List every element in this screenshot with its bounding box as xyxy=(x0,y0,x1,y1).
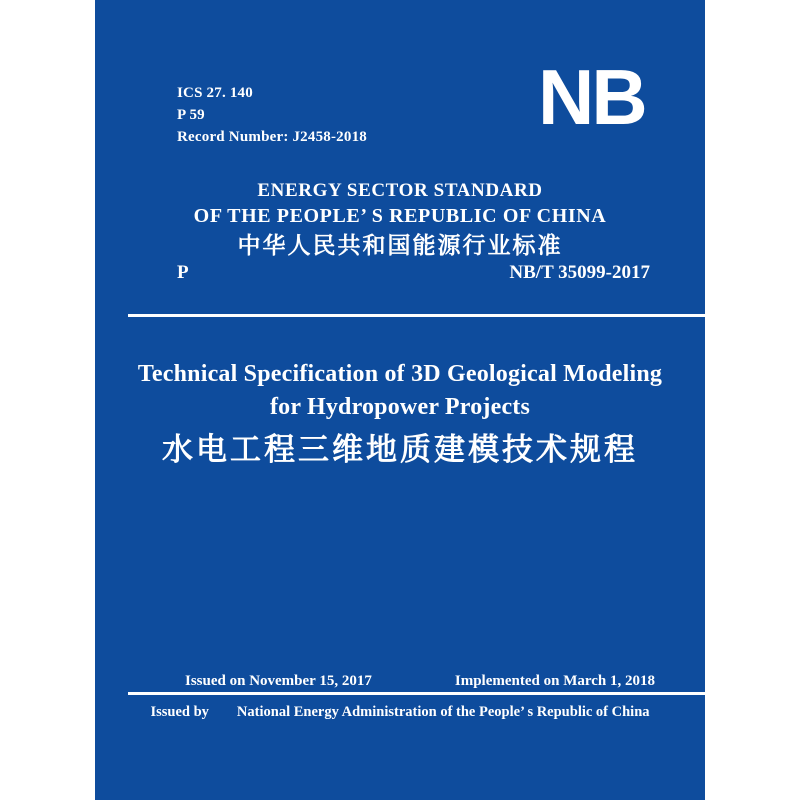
issued-date: Issued on November 15, 2017 xyxy=(185,673,372,689)
issuer-row xyxy=(95,703,705,722)
implemented-date: Implemented on March 1, 2018 xyxy=(454,673,655,689)
title-cn: 水电工程三维地质建模技术规程 xyxy=(162,432,638,467)
standard-number: NB/T 35099-2017 xyxy=(509,262,650,283)
title-line2-en: for Hydropower Projects xyxy=(269,394,531,420)
standard-header xyxy=(95,178,705,262)
code-row xyxy=(95,262,705,284)
issued-by-label: Issued by xyxy=(150,704,209,720)
standard-cover xyxy=(95,0,705,800)
meta-block xyxy=(177,82,367,148)
dates-row xyxy=(95,672,705,690)
bottom-divider-line xyxy=(128,692,705,695)
p-letter: P xyxy=(177,262,189,283)
title-block xyxy=(95,358,705,469)
ics-code: ICS 27. 140 xyxy=(177,85,253,101)
p-classification: P 59 xyxy=(177,107,205,123)
nb-logo: NB xyxy=(538,53,645,141)
header-line1-en: ENERGY SECTOR STANDARD xyxy=(257,180,543,201)
header-line3-cn: 中华人民共和国能源行业标准 xyxy=(237,233,563,258)
record-number: Record Number: J2458-2018 xyxy=(177,129,367,145)
issuer-name: National Energy Administration of the People’ s Republic of China xyxy=(236,704,650,720)
header-line2-en: OF THE PEOPLE’ S REPUBLIC OF CHINA xyxy=(193,205,607,227)
top-divider-line xyxy=(128,314,705,317)
title-line1-en: Technical Specification of 3D Geological Modeling xyxy=(137,361,663,387)
